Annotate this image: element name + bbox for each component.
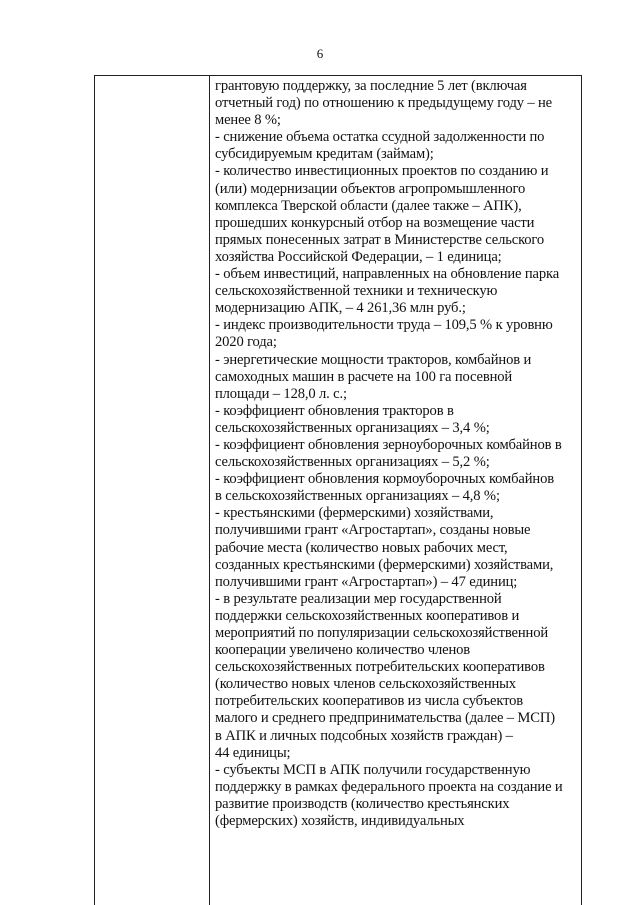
text-line: - объем инвестиций, направленных на обновление парка: [215, 266, 560, 283]
text-line: прямых понесенных затрат в Министерстве сельского: [215, 231, 545, 248]
text-line: отчетный год) по отношению к предыдущему году – не: [215, 95, 552, 112]
text-line: хозяйства Российской Федерации, – 1 единица;: [215, 248, 502, 265]
text-line: (фермерских) хозяйств, индивидуальных: [215, 813, 465, 830]
text-line: (или) модернизации объектов агропромышленного: [215, 180, 526, 197]
text-line: созданных крестьянскими (фермерскими) хозяйствами,: [215, 556, 554, 573]
text-line: сельскохозяйственных потребительских кооперативов: [215, 659, 545, 676]
text-line: потребительских кооперативов из числа субъектов: [215, 693, 523, 710]
text-line: поддержки сельскохозяйственных кооперативов и: [215, 607, 520, 624]
text-line: малого и среднего предпринимательства (далее – МСП): [215, 710, 555, 727]
text-line: грантовую поддержку, за последние 5 лет (включая: [215, 78, 527, 94]
text-line: рабочие места (количество новых рабочих мест,: [215, 539, 508, 556]
text-line: прошедших конкурсный отбор на возмещение части: [215, 214, 535, 231]
text-line: субсидируемым кредитам (займам);: [215, 146, 434, 163]
text-line: - индекс производительности труда – 109,5 % к уровню: [215, 317, 553, 334]
text-line: сельскохозяйственных организациях – 5,2 %;: [215, 454, 490, 471]
text-line: - субъекты МСП в АПК получили государственную: [215, 761, 531, 778]
text-line: - в результате реализации мер государственной: [215, 590, 502, 607]
text-line: (количество новых членов сельскохозяйственных: [215, 676, 516, 693]
table-left-cell: [95, 76, 210, 905]
text-line: 44 единицы;: [215, 744, 291, 761]
text-line: кооперации увеличено количество членов: [215, 642, 471, 659]
text-line: 2020 года;: [215, 334, 277, 351]
text-line: сельскохозяйственной техники и техническую: [215, 283, 498, 300]
document-table: [94, 75, 582, 905]
text-line: - коэффициент обновления кормоуборочных комбайнов: [215, 471, 554, 488]
text-line: площади – 128,0 л. с.;: [215, 385, 347, 402]
text-line: поддержку в рамках федерального проекта на создание и: [215, 778, 563, 795]
text-line: - энергетические мощности тракторов, комбайнов и: [215, 351, 532, 368]
text-line: комплекса Тверской области (далее также – АПК),: [215, 197, 522, 214]
text-line: - коэффициент обновления зерноуборочных комбайнов в: [215, 436, 562, 453]
text-line: менее 8 %;: [215, 112, 281, 129]
text-line: в сельскохозяйственных организациях – 4,8 %;: [215, 488, 500, 505]
text-line: - снижение объема остатка ссудной задолженности по: [215, 129, 545, 146]
text-line: - крестьянскими (фермерскими) хозяйствами,: [215, 505, 494, 522]
text-line: - количество инвестиционных проектов по созданию и: [215, 163, 549, 180]
text-line: развитие производств (количество крестьянских: [215, 795, 510, 812]
text-line: мероприятий по популяризации сельскохозяйственной: [215, 625, 549, 641]
text-line: самоходных машин в расчете на 100 га посевной: [215, 368, 513, 385]
page-number: 6: [316, 46, 324, 61]
text-line: получившими грант «Агростартап», созданы новые: [215, 522, 531, 539]
text-line: получившими грант «Агростартап») – 47 единиц;: [215, 573, 518, 590]
text-line: сельскохозяйственных организациях – 3,4 %;: [215, 419, 490, 436]
text-line: модернизацию АПК, – 4 261,36 млн руб.;: [215, 300, 466, 317]
text-line: в АПК и личных подсобных хозяйств граждан) –: [215, 727, 513, 744]
text-line: - коэффициент обновления тракторов в: [215, 402, 454, 419]
table-right-cell: [215, 78, 583, 830]
